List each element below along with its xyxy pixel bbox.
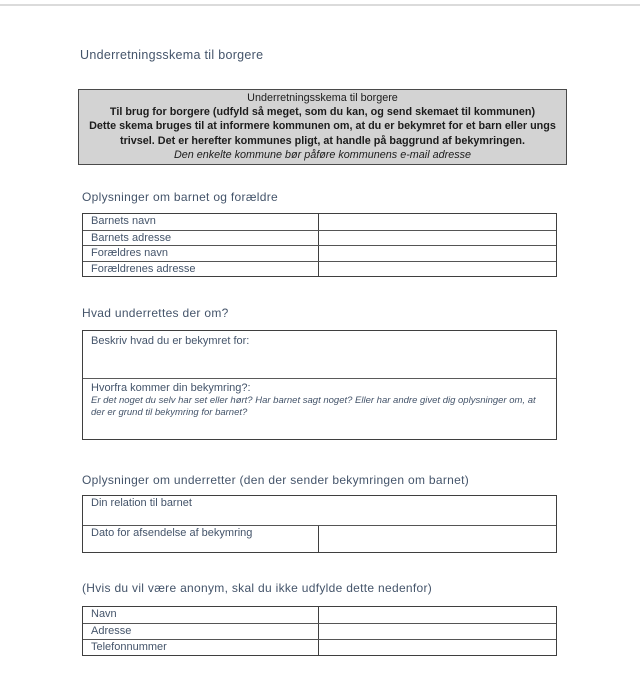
notice-subtitle: Til brug for borgere (udfyld så meget, som du kan, og send skemaet til kommunen) (109, 106, 536, 119)
document-title: Underretningsskema til borgere (80, 48, 264, 62)
table-row (83, 623, 556, 639)
concern-origin-label: Hvorfra kommer din bekymring?: (91, 382, 251, 394)
notice-body: Dette skema bruges til at informere kommunen om, at du er bekymret for et barn eller ungs trivsel. Det er herefter kommunes pligt, at handle på baggrund af bekymringen. (89, 120, 556, 147)
section-heading-anonymous: (Hvis du vil være anonym, skal du ikke udfylde dette nedenfor) (82, 581, 433, 595)
table-row (83, 525, 556, 552)
table-row (83, 230, 556, 246)
row-label-child-name: Barnets navn (83, 214, 319, 230)
table-row (83, 496, 556, 525)
concern-origin-hint: Er det noget du selv har set eller hørt? Har barnet sagt noget? Eller har andre givet dig oplysninger om, at der er grund til bekymring for barnet? (91, 395, 536, 418)
row-label-parents-name: Forældres navn (83, 246, 319, 261)
anonymous-info-table (82, 606, 557, 656)
row-label-relation[interactable]: Din relation til barnet (91, 497, 192, 509)
row-label-parents-address: Forældrenes adresse (83, 262, 319, 277)
child-address-field[interactable] (319, 231, 556, 246)
section-heading-reporter: Oplysninger om underretter (den der sender bekymringen om barnet) (82, 473, 470, 487)
child-info-table (82, 213, 557, 277)
parents-address-field[interactable] (319, 262, 556, 277)
table-row (83, 607, 556, 623)
parents-name-field[interactable] (319, 246, 556, 261)
reporter-address-field[interactable] (319, 624, 556, 639)
reporter-phone-field[interactable] (319, 640, 556, 655)
table-row (83, 214, 556, 230)
concern-description-label: Beskriv hvad du er bekymret for: (91, 335, 250, 347)
page-top-divider (0, 4, 640, 6)
row-label-phone: Telefonnummer (83, 640, 319, 655)
child-name-field[interactable] (319, 214, 556, 230)
row-label-name: Navn (83, 607, 319, 623)
row-label-child-address: Barnets adresse (83, 231, 319, 246)
section-heading-child-info: Oplysninger om barnet og forældre (82, 190, 278, 204)
concern-origin-area[interactable] (83, 379, 556, 418)
row-label-address: Adresse (83, 624, 319, 639)
notice-title: Underretningsskema til borgere (247, 92, 398, 104)
concern-description-area[interactable] (83, 331, 556, 379)
row-label-date: Dato for afsendelse af bekymring (83, 526, 319, 552)
reporter-table (82, 495, 557, 553)
section-heading-concern: Hvad underrettes der om? (82, 306, 229, 320)
table-row (83, 639, 556, 655)
send-date-field[interactable] (319, 526, 556, 552)
intro-notice-box (78, 89, 567, 165)
table-row (83, 261, 556, 277)
table-row (83, 245, 556, 261)
reporter-name-field[interactable] (319, 607, 556, 623)
concern-box (82, 330, 557, 440)
notice-footnote: Den enkelte kommune bør påføre kommunens e-mail adresse (173, 148, 472, 161)
